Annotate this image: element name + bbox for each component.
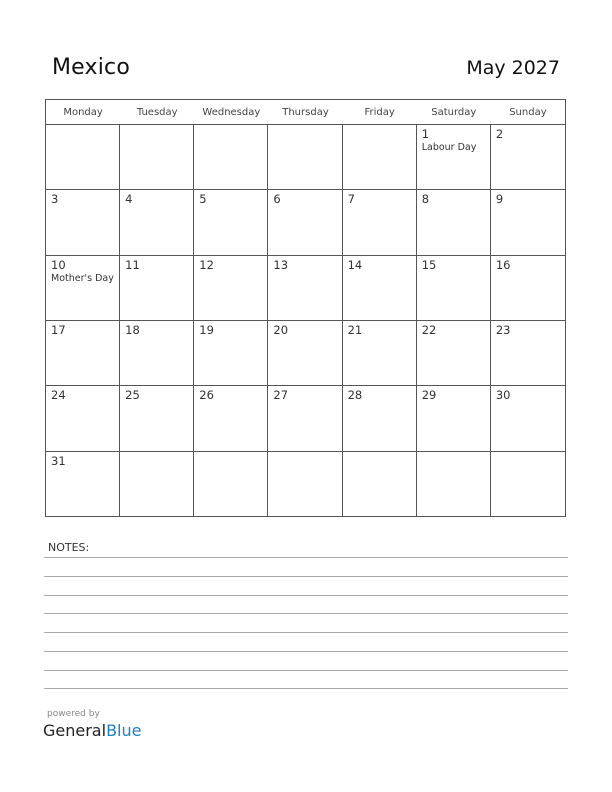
country-title: Mexico	[52, 55, 131, 80]
day-cell[interactable]	[268, 452, 342, 517]
brand-logo[interactable]	[43, 721, 141, 740]
day-number: 19	[199, 323, 214, 337]
day-cell[interactable]	[491, 386, 565, 451]
day-cell[interactable]	[268, 125, 342, 190]
day-number: 25	[125, 388, 140, 403]
brand-name-part2: Blue	[106, 721, 142, 740]
day-number: 18	[125, 323, 140, 337]
day-cell[interactable]	[194, 386, 268, 451]
notes-line	[44, 688, 568, 689]
day-number: 9	[495, 192, 504, 207]
weekday-header: Sunday	[509, 106, 547, 118]
day-cell[interactable]	[120, 190, 194, 255]
notes-line	[44, 651, 568, 652]
day-cell[interactable]	[194, 125, 268, 190]
day-number: 27	[273, 388, 289, 403]
day-cell[interactable]	[194, 321, 268, 386]
day-cell[interactable]	[417, 321, 491, 386]
day-cell[interactable]	[491, 321, 565, 386]
day-cell[interactable]	[417, 256, 491, 321]
day-cell[interactable]	[343, 452, 417, 517]
day-number: 8	[421, 192, 430, 207]
day-number: 10	[51, 257, 66, 272]
day-number: 6	[273, 192, 281, 207]
day-cell[interactable]	[46, 452, 120, 517]
day-number: 2	[495, 127, 504, 141]
day-cell[interactable]	[46, 256, 120, 321]
day-cell[interactable]	[343, 125, 417, 190]
day-cell[interactable]	[268, 386, 342, 451]
day-cell[interactable]	[417, 125, 491, 190]
day-cell[interactable]	[491, 190, 565, 255]
day-cell[interactable]	[343, 386, 417, 451]
weekday-header: Friday	[364, 106, 395, 118]
month-year-title: May 2027	[466, 57, 560, 79]
weekday-header: Thursday	[282, 106, 329, 118]
day-number: 28	[347, 388, 363, 403]
day-cell[interactable]	[120, 321, 194, 386]
day-number: 20	[273, 323, 289, 337]
powered-by-text: powered by	[47, 709, 100, 719]
day-number: 7	[347, 192, 355, 207]
day-number: 11	[125, 257, 140, 272]
day-number: 5	[199, 192, 207, 207]
weekday-header: Wednesday	[202, 106, 261, 118]
notes-line	[44, 632, 568, 633]
day-cell[interactable]	[343, 256, 417, 321]
day-number: 30	[495, 388, 511, 403]
weekday-header: Tuesday	[136, 106, 178, 118]
day-number: 15	[421, 257, 437, 272]
day-number: 12	[199, 257, 214, 272]
notes-line	[44, 557, 568, 558]
day-cell[interactable]	[491, 256, 565, 321]
holiday-label: Mother's Day	[51, 272, 114, 284]
holiday-label: Labour Day	[421, 142, 477, 153]
day-cell[interactable]	[343, 321, 417, 386]
day-cell[interactable]	[46, 386, 120, 451]
day-number: 17	[51, 323, 66, 337]
notes-line	[44, 613, 568, 614]
day-cell[interactable]	[417, 190, 491, 255]
day-number: 24	[51, 388, 66, 403]
day-cell[interactable]	[491, 125, 565, 190]
weeks-grid	[46, 125, 565, 517]
weekday-header: Monday	[63, 106, 103, 118]
day-cell[interactable]	[417, 452, 491, 517]
weekday-header: Saturday	[431, 106, 477, 118]
day-number: 14	[347, 257, 363, 272]
day-cell[interactable]	[120, 256, 194, 321]
day-cell[interactable]	[417, 386, 491, 451]
day-number: 13	[273, 257, 289, 272]
day-cell[interactable]	[268, 256, 342, 321]
day-cell[interactable]	[343, 190, 417, 255]
day-number: 29	[421, 388, 437, 403]
day-cell[interactable]	[46, 190, 120, 255]
day-number: 31	[51, 453, 66, 468]
day-cell[interactable]	[46, 125, 120, 190]
notes-line	[44, 595, 568, 596]
day-number: 22	[421, 323, 437, 337]
day-number: 21	[347, 323, 363, 337]
day-cell[interactable]	[120, 452, 194, 517]
day-number: 4	[125, 192, 133, 207]
day-cell[interactable]	[194, 452, 268, 517]
notes-label: NOTES:	[48, 541, 90, 554]
notes-line	[44, 576, 568, 577]
brand-name-part1: General	[43, 721, 107, 740]
day-cell[interactable]	[491, 452, 565, 517]
day-cell[interactable]	[120, 386, 194, 451]
day-cell[interactable]	[120, 125, 194, 190]
day-number: 16	[495, 257, 511, 272]
day-cell[interactable]	[268, 190, 342, 255]
day-cell[interactable]	[194, 256, 268, 321]
day-number: 23	[495, 323, 511, 337]
day-number: 1	[421, 127, 430, 141]
day-cell[interactable]	[46, 321, 120, 386]
weekday-header-row	[46, 100, 565, 125]
day-cell[interactable]	[194, 190, 268, 255]
day-cell[interactable]	[268, 321, 342, 386]
day-number: 26	[199, 388, 214, 403]
notes-line	[44, 670, 568, 671]
day-number: 3	[51, 192, 59, 207]
calendar-grid	[45, 99, 566, 517]
